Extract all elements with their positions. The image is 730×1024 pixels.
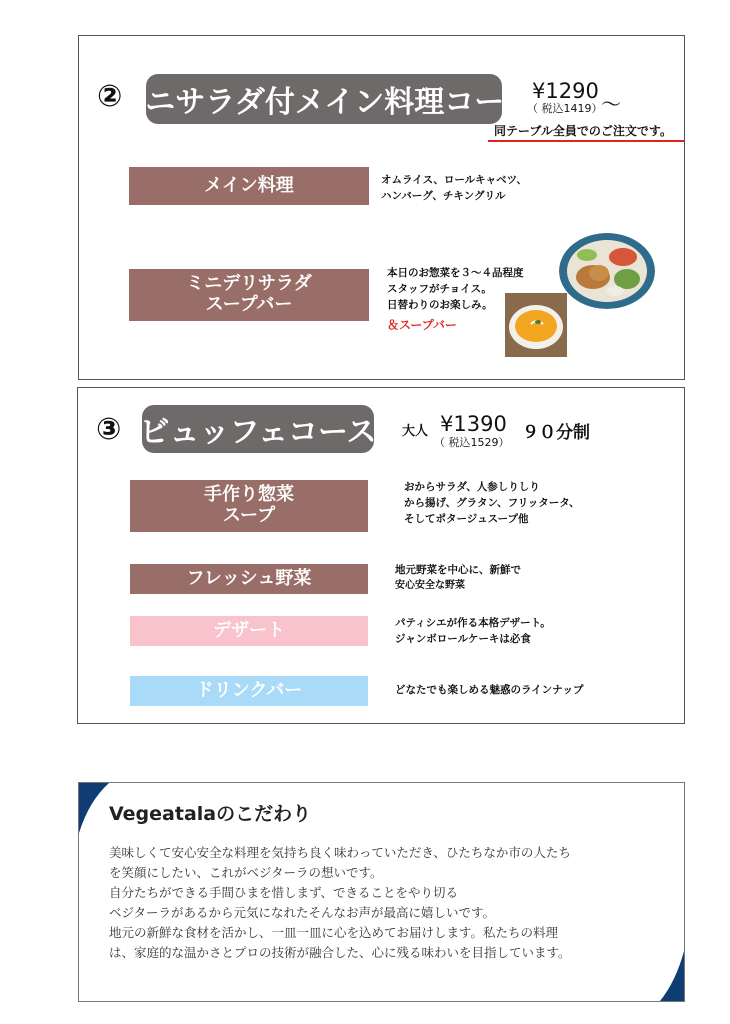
salad-plate-photo: [559, 233, 655, 309]
course2-tax-price: （ 税込1419）: [527, 102, 603, 115]
course2-panel: [78, 35, 685, 380]
main-dish-desc: オムライス、ロールキャベツ、 ハンバーグ、チキングリル: [381, 174, 527, 202]
corner-accent-bottom-right: [660, 951, 684, 1001]
course3-number: ③: [96, 412, 122, 447]
course2-title: ミニサラダ付メイン料理コース: [146, 74, 502, 124]
course3-duration: ９０分制: [522, 423, 590, 443]
course3-tax-price: （ 税込1529）: [434, 436, 510, 449]
course3-title: ビュッフェコース: [142, 405, 374, 453]
mini-deli-salad-label: ミニデリサラダ スープバー: [129, 269, 369, 321]
drink-bar-label: ドリンクバー: [130, 676, 368, 706]
adult-label: 大人: [402, 424, 429, 439]
handmade-deli-label: 手作り惣菜 スープ: [130, 480, 368, 532]
drink-bar-desc: どなたでも楽しめる魅惑のラインナップ: [395, 684, 584, 696]
story-panel: [78, 782, 685, 1002]
story-body: 美味しくて安心安全な料理を気持ち良く味わっていただき、ひたちなか市の人たち を笑顔にしたい、これがベジターラの想いです。 自分たちができる手間ひまを惜しまず、できることをやり切る ベジターラがあるから元気になれたそんなお声が最高に嬉しいです。 地元の新鮮な食材を活かし、一皿一皿に心を込めてお届けします。私たちの料理 は、家庭的な温かさとプロの技術が融合した、心に残る味わいを目指しています。: [109, 845, 571, 960]
fresh-vegetables-desc: 地元野菜を中心に、新鮮で 安心安全な野菜: [395, 564, 521, 591]
fresh-vegetables-label: フレッシュ野菜: [130, 564, 368, 594]
main-dish-label: メイン料理: [129, 167, 369, 205]
dessert-desc: パティシエが作る本格デザート。 ジャンボロールケーキは必食: [395, 617, 551, 645]
story-title: Vegeatalaのこだわり: [109, 803, 312, 825]
course2-tilde: ～: [601, 92, 621, 116]
corner-accent-top-left: [79, 783, 109, 833]
handmade-deli-desc: おからサラダ、人参しりしり から揚げ、グラタン、フリッタータ、 そしてポタージュスープ他: [404, 481, 580, 525]
dessert-label: デザート: [130, 616, 368, 646]
soup-bar-highlight: ＆スープバー: [387, 318, 457, 332]
note-underline: [488, 140, 684, 142]
course2-price: ¥1290: [532, 79, 599, 103]
course3-price: ¥1390: [440, 412, 507, 436]
course3-panel: [77, 387, 685, 724]
course2-order-note: 同テーブル全員でのご注文です。: [494, 124, 672, 138]
mini-deli-salad-desc: 本日のお惣菜を３～４品程度 スタッフがチョイス。 日替わりのお楽しみ。 ＆スープバー: [387, 267, 524, 332]
course2-number: ②: [97, 79, 123, 114]
soup-photo: [505, 293, 567, 357]
